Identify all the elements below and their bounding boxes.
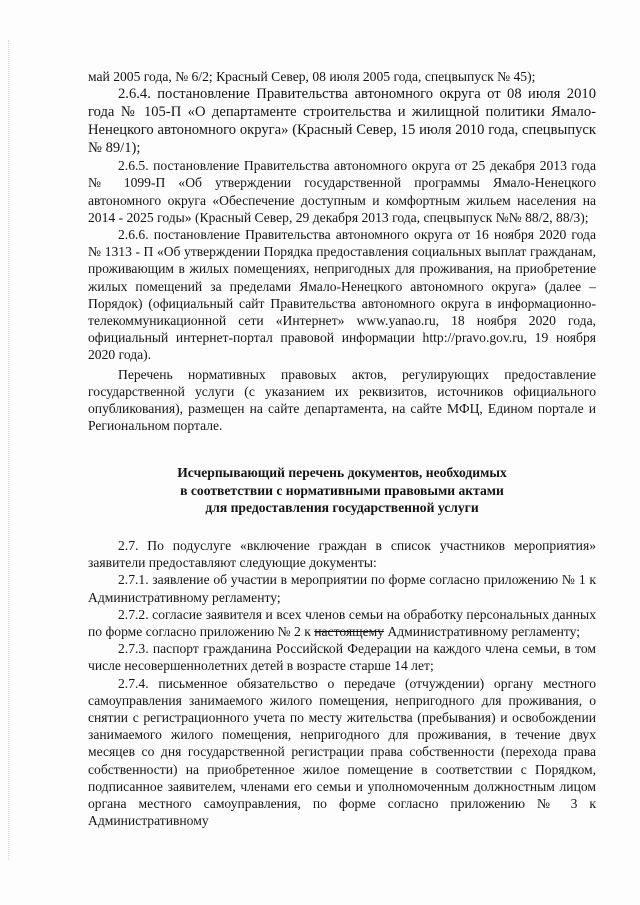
paragraph-2-7-3: 2.7.3. паспорт гражданина Российской Федерации на каждого члена семьи, в том числе несовершеннолетних детей в возрасте старше 14 лет; bbox=[88, 641, 596, 674]
paragraph-legal-acts-list: Перечень нормативных правовых актов, регулирующих предоставление государственной услуги (с указанием их реквизитов, источников официального опубликования), размещен на сайте департамента, на сайте МФЦ, Едином портале и Региональном портале. bbox=[88, 366, 596, 434]
scan-margin-marks bbox=[8, 40, 11, 860]
section-title-line-3: для предоставления государственной услуги bbox=[205, 500, 479, 516]
paragraph-2-7-4: 2.7.4. письменное обязательство о передаче (отчуждении) органу местного самоуправления занимаемого жилого помещения, непригодного для проживания, о снятии с регистрационного учета по месту жительства (пребывания) и освобождении занимаемого жилого помещения, непригодного для проживания, в течение двух месяцев со дня государственной регистрации права собственности (перехода права собственности) на приобретенное жилое помещение в соответствии с Порядком, подписанное заявителем, членами его семьи и уполномоченным должностным лицом органа местного самоуправления, по форме согласно приложению № 3 к Административному bbox=[88, 675, 596, 829]
paragraph-2-7-2-text: 2.7.2. согласие заявителя и всех членов семьи на обработку персональных данных по форме согласно приложению № 2 к bbox=[88, 606, 596, 639]
section-title-line-1: Исчерпывающий перечень документов, необходимых bbox=[177, 465, 507, 481]
paragraph-2-7-2-end: Административному регламенту; bbox=[384, 623, 581, 639]
paragraph-2-6-5: 2.6.5. постановление Правительства автономного округа от 25 декабря 2013 года № 1099-П «Об утверждении государственной программы Ямало-Ненецкого автономного округа «Обеспечение доступным и комфортным жильем населения на 2014 - 2025 годы» (Красный Север, 29 декабря 2013 года, спецвыпуск №№ 88/2, 88/3); bbox=[88, 158, 596, 225]
paragraph-2-7-1: 2.7.1. заявление об участии в мероприятии по форме согласно приложению № 1 к Административному регламенту; bbox=[88, 572, 596, 605]
section-title-line-2: в соответствии с нормативными правовыми актами bbox=[180, 482, 504, 498]
spacer bbox=[88, 517, 596, 537]
struck-word: настоящему bbox=[314, 623, 385, 639]
paragraph-continuation: май 2005 года, № 6/2; Красный Север, 08 июля 2005 года, спецвыпуск № 45); bbox=[88, 69, 536, 84]
spacer bbox=[88, 434, 596, 464]
paragraph-2-7-2 bbox=[88, 606, 596, 640]
paragraph-2-6-6: 2.6.6. постановление Правительства автономного округа от 16 ноября 2020 года № 1313 - П «Об утверждении Порядка предоставления социальных выплат гражданам, проживающим в жилых помещениях, непригодных для проживания, на приобретение жилых помещений за пределами Ямало-Ненецкого автономного округа» (далее – Порядок) (официальный сайт Правительства автономного округа в информационно-телекоммуникационной сети «Интернет» www.yanao.ru, 18 ноября 2020 года, официальный интернет-портал правовой информации http://pravo.gov.ru, 19 ноября 2020 года). bbox=[88, 227, 596, 363]
document-body bbox=[88, 68, 596, 829]
paragraph-2-6-4: 2.6.4. постановление Правительства автономного округа от 08 июля 2010 года № 105-П «О департаменте строительства и жилищной политики Ямало-Ненецкого автономного округа» (Красный Север, 15 июля 2010 года, спецвыпуск № 89/1); bbox=[88, 86, 596, 157]
paragraph-2-7: 2.7. По подуслуге «включение граждан в список участников мероприятия» заявители предоставляют следующие документы: bbox=[88, 537, 596, 571]
